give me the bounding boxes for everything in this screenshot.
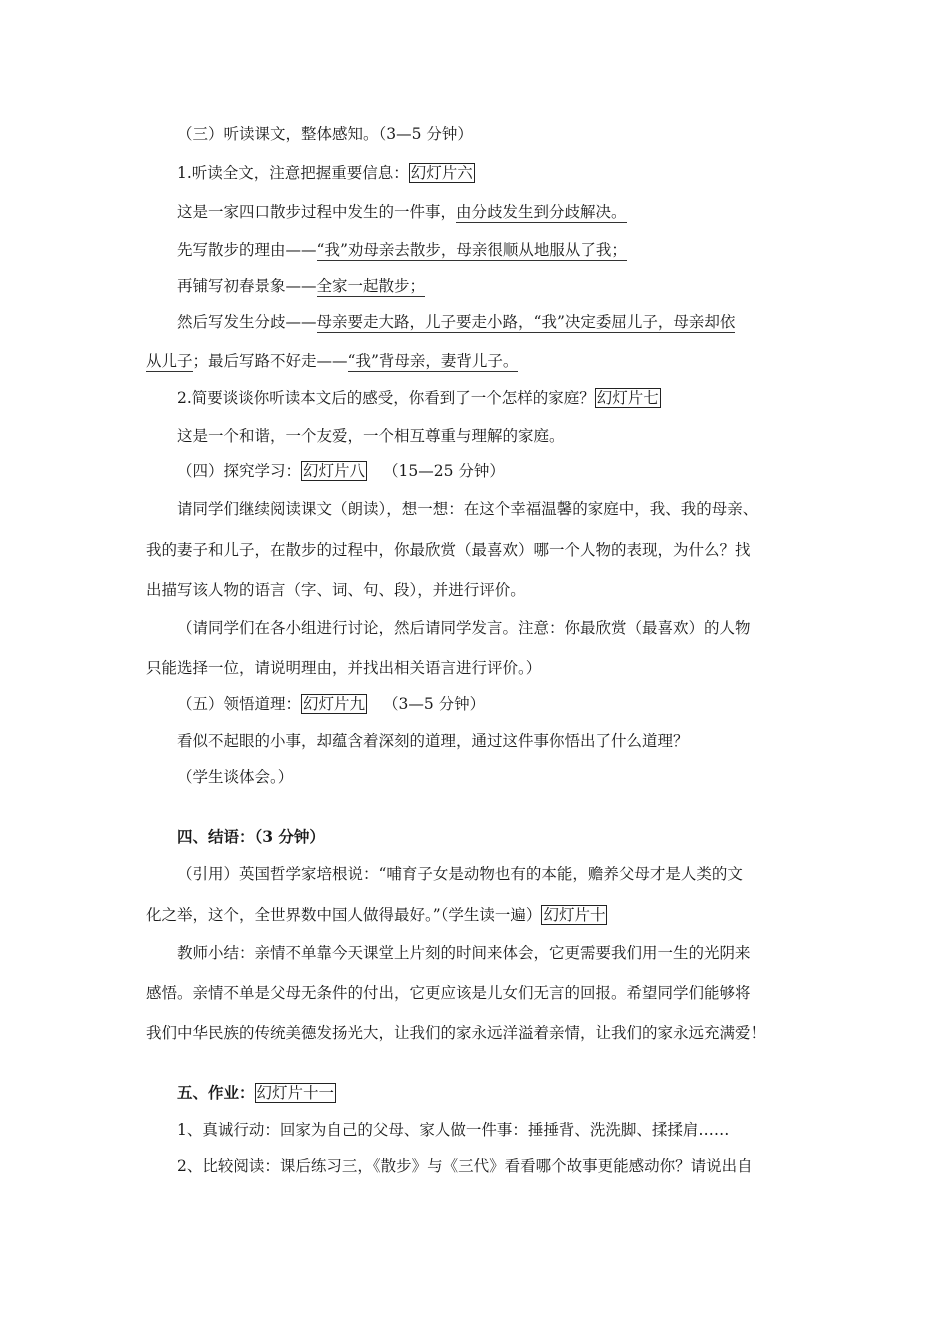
question-2-text: 2.简要谈谈你听读本文后的感受，你看到了一个怎样的家庭？ <box>177 389 595 407</box>
summary-line-1-underlined: 由分歧发生到分歧解决。 <box>456 203 627 221</box>
slide-label-11: 幻灯片十一 <box>256 1084 335 1102</box>
summary-line-5-underlined-a: 从儿子 <box>146 352 193 370</box>
paragraph-line: 请同学们继续阅读课文（朗读），想一想：在这个幸福温馨的家庭中，我、我的母亲、 <box>177 500 759 518</box>
paragraph-line: 我们中华民族的传统美德发扬光大，让我们的家永远洋溢着亲情，让我们的家永远充满爱！ <box>146 1024 767 1042</box>
quote-line-2 <box>146 905 840 925</box>
summary-line-2-text: 先写散步的理由—— <box>177 241 317 259</box>
section-4-heading-text: （四）探究学习： <box>177 462 302 480</box>
summary-line-3-text: 再铺写初春景象—— <box>177 277 317 295</box>
paragraph-line: 出描写该人物的语言（字、词、句、段），并进行评价。 <box>146 581 526 599</box>
summary-line-5 <box>146 351 840 371</box>
summary-line-2 <box>177 240 840 260</box>
quote-line-2-text: 化之举，这个，全世界数中国人做得最好。”（学生读一遍） <box>146 906 542 924</box>
question-1 <box>177 163 840 183</box>
paragraph-line: （请同学们在各小组进行讨论，然后请同学发言。注意：你最欣赏（最喜欢）的人物 <box>177 619 751 637</box>
summary-line-3-underlined: 全家一起散步； <box>316 277 426 295</box>
question-2 <box>177 388 840 408</box>
slide-label-6: 幻灯片六 <box>410 164 473 182</box>
homework-item: 2、比较阅读：课后练习三，《散步》与《三代》看看哪个故事更能感动你？请说出自 <box>177 1157 753 1175</box>
paragraph-line: 感悟。亲情不单是父母无条件的付出，它更应该是儿女们无言的回报。希望同学们能够将 <box>146 984 751 1002</box>
conclusion-heading: 四、结语：（3 分钟） <box>177 827 325 846</box>
summary-line-3 <box>177 276 840 296</box>
section-5-heading-text: （五）领悟道理： <box>177 695 302 713</box>
summary-line-5-text: ；最后写路不好走—— <box>192 352 348 370</box>
paragraph-line: （学生谈体会。） <box>177 768 294 786</box>
section-5-time: （3—5 分钟） <box>383 695 486 713</box>
section-3-heading: （三）听读课文，整体感知。（3—5 分钟） <box>177 125 473 143</box>
slide-label-10: 幻灯片十 <box>543 906 606 924</box>
homework-item: 1、真诚行动：回家为自己的父母、家人做一件事：捶捶背、洗洗脚、揉揉肩…… <box>177 1121 730 1139</box>
slide-label-9: 幻灯片九 <box>303 695 366 713</box>
section-5-heading <box>177 694 840 714</box>
slide-label-7: 幻灯片七 <box>596 389 659 407</box>
homework-heading-text: 五、作业： <box>177 1083 255 1102</box>
summary-line-2-underlined: “我”劝母亲去散步，母亲很顺从地服从了我； <box>316 241 627 259</box>
family-answer: 这是一个和谐，一个友爱，一个相互尊重与理解的家庭。 <box>177 427 565 445</box>
paragraph-line: （引用）英国哲学家培根说：“哺育子女是动物也有的本能，赡养父母才是人类的文 <box>177 865 743 883</box>
paragraph-line: 我的妻子和儿子，在散步的过程中，你最欣赏（最喜欢）哪一个人物的表现，为什么？找 <box>146 541 751 559</box>
slide-label-8: 幻灯片八 <box>303 462 366 480</box>
section-4-heading <box>177 461 840 481</box>
summary-line-1 <box>177 202 840 222</box>
paragraph-line: 看似不起眼的小事，却蕴含着深刻的道理，通过这件事你悟出了什么道理？ <box>177 732 689 750</box>
paragraph-line: 只能选择一位，请说明理由，并找出相关语言进行评价。） <box>146 659 542 677</box>
paragraph-line: 教师小结：亲情不单靠今天课堂上片刻的时间来体会，它更需要我们用一生的光阴来 <box>177 944 751 962</box>
summary-line-4-text: 然后写发生分歧—— <box>177 313 317 331</box>
summary-line-4-underlined: 母亲要走大路，儿子要走小路，“我”决定委屈儿子，母亲却依 <box>316 313 736 331</box>
summary-line-1-text: 这是一家四口散步过程中发生的一件事， <box>177 203 457 221</box>
question-1-text: 1.听读全文，注意把握重要信息： <box>177 164 409 182</box>
homework-heading <box>177 1083 840 1103</box>
summary-line-5-underlined-b: “我”背母亲，妻背儿子。 <box>347 352 519 370</box>
summary-line-4 <box>177 312 840 332</box>
section-4-time: （15—25 分钟） <box>383 462 505 480</box>
